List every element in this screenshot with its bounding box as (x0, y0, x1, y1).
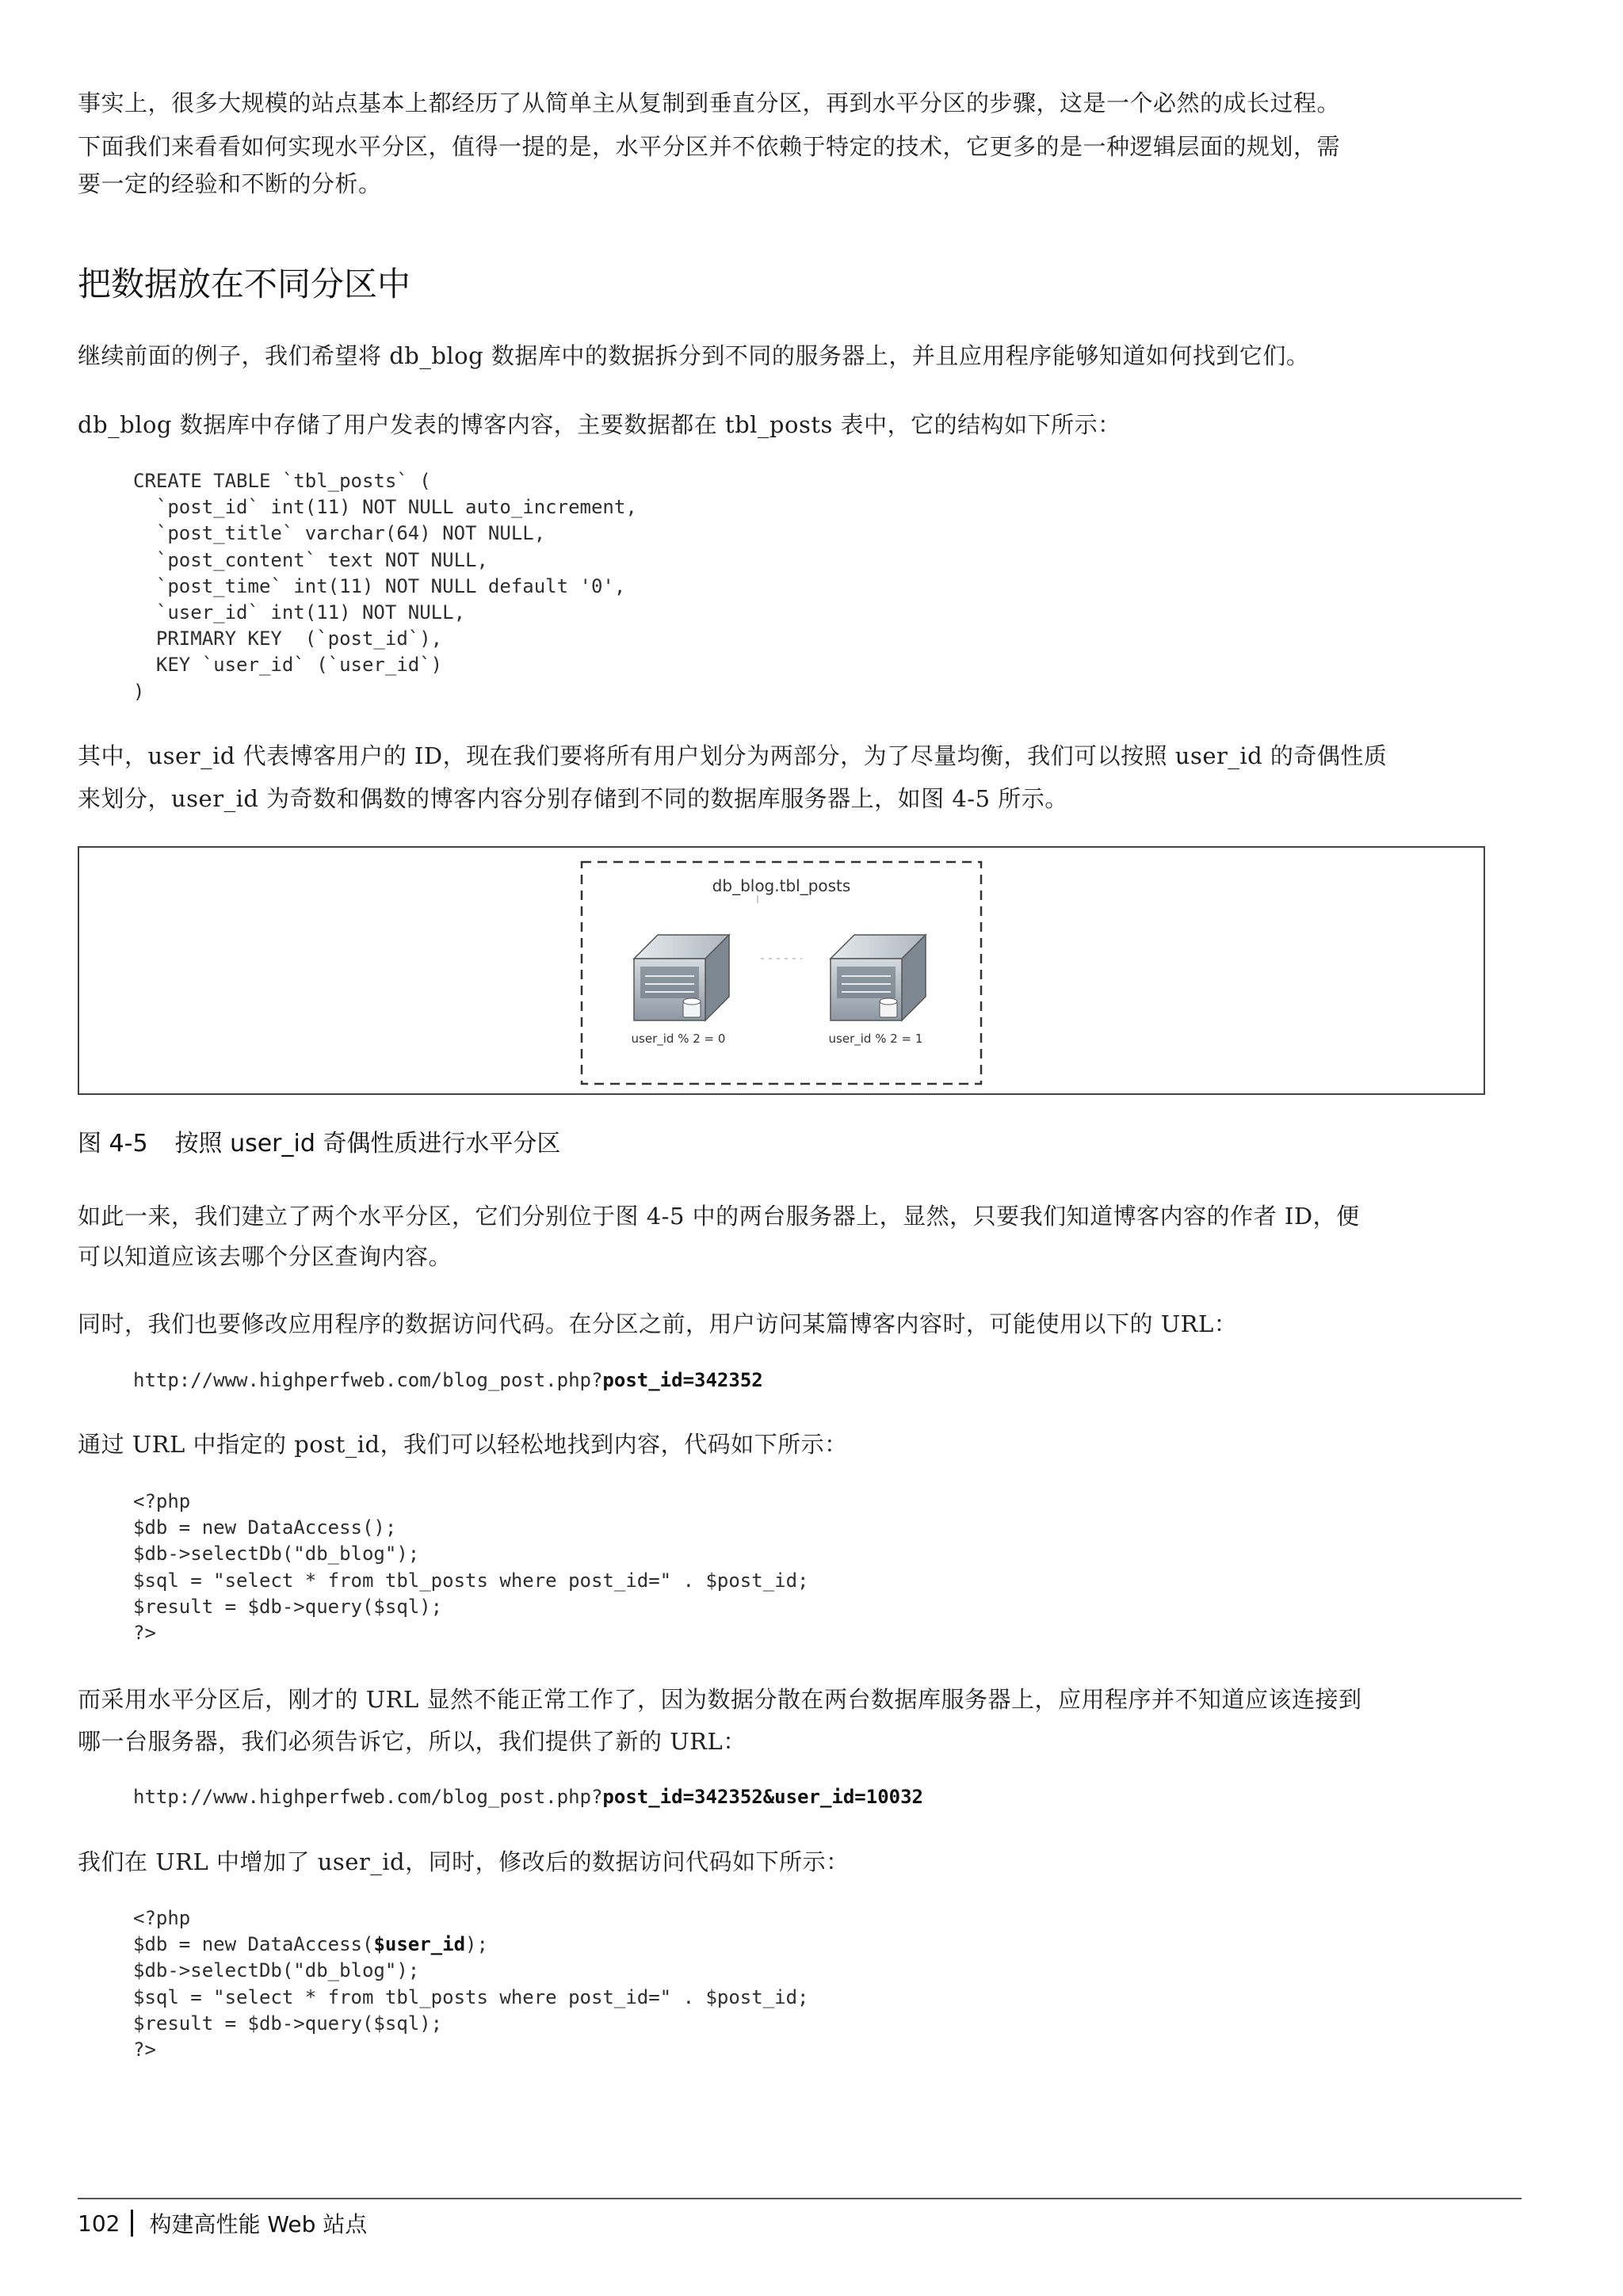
code-line: ?> (133, 1622, 156, 1645)
code-fragment: ); (465, 1933, 488, 1956)
code-line: <?php (133, 1490, 191, 1512)
page-footer (78, 2207, 367, 2239)
url-prefix: http://www.highperfweb.com/blog_post.php? (133, 1369, 603, 1391)
figure-caption-text: 按照 user_id 奇偶性质进行水平分区 (174, 1130, 561, 1158)
paragraph-7-line-2: 哪一台服务器，我们必须告诉它，所以，我们提供了新的 URL： (78, 1728, 747, 1755)
code-url-1 (133, 1367, 763, 1394)
right-partition-label: user_id % 2 = 1 (828, 1032, 923, 1046)
paragraph-1: 继续前面的例子，我们希望将 db_blog 数据库中的数据拆分到不同的服务器上，并且应用程序能够知道如何找到它们。 (78, 342, 1310, 369)
code-line: `post_title` varchar(64) NOT NULL, (133, 522, 546, 545)
code-line: `post_time` int(11) NOT NULL default '0', (133, 574, 626, 597)
paragraph-5: 同时，我们也要修改应用程序的数据访问代码。在分区之前，用户访问某篇博客内容时，可能使用以下的 URL： (78, 1310, 1238, 1337)
intro-line-3: 要一定的经验和不断的分析。 (78, 170, 382, 197)
code-fragment: $db = new DataAccess( (133, 1933, 374, 1956)
paragraph-6: 通过 URL 中指定的 post_id，我们可以轻松地找到内容，代码如下所示： (78, 1431, 848, 1458)
paragraph-3-line-2: 来划分，user_id 为奇数和偶数的博客内容分别存储到不同的数据库服务器上，如图 4-5 所示。 (78, 785, 1068, 812)
footer-divider (78, 2198, 1522, 2199)
code-line: `post_id` int(11) NOT NULL auto_increment, (133, 496, 637, 519)
paragraph-8: 我们在 URL 中增加了 user_id，同时，修改后的数据访问代码如下所示： (78, 1848, 850, 1875)
paragraph-7-line-1: 而采用水平分区后，刚才的 URL 显然不能正常工作了，因为数据分散在两台数据库服务器上，应用程序并不知道应该连接到 (78, 1686, 1362, 1713)
code-line: ?> (133, 2039, 156, 2061)
code-line: $result = $db->query($sql); (133, 2012, 443, 2035)
figure-group-title: db_blog.tbl_posts (712, 876, 851, 895)
partition-diagram (79, 848, 1484, 1093)
paragraph-3-line-1: 其中，user_id 代表博客用户的 ID，现在我们要将所有用户划分为两部分，为了尽量均衡，我们可以按照 user_id 的奇偶性质 (78, 742, 1388, 769)
code-line: <?php (133, 1907, 191, 1929)
paragraph-2: db_blog 数据库中存储了用户发表的博客内容，主要数据都在 tbl_posts 表中，它的结构如下所示： (78, 411, 1121, 438)
code-line: $db->selectDb("db_blog"); (133, 1959, 420, 1982)
figure-caption (78, 1123, 560, 1158)
code-line (133, 1933, 488, 1955)
code-line: CREATE TABLE `tbl_posts` ( (133, 470, 431, 492)
intro-line-2: 下面我们来看看如何实现水平分区，值得一提的是，水平分区并不依赖于特定的技术，它更多的是一种逻辑层面的规划，需 (78, 133, 1341, 160)
code-line: ) (133, 680, 145, 703)
code-php-after (133, 1905, 809, 2063)
url-query: post_id=342352&user_id=10032 (602, 1786, 923, 1808)
server-icon (634, 935, 729, 1020)
code-url-2 (133, 1784, 923, 1810)
url-prefix: http://www.highperfweb.com/blog_post.php? (133, 1786, 603, 1808)
section-title: 把数据放在不同分区中 (78, 265, 411, 303)
figure-frame (78, 846, 1485, 1095)
code-line: $db = new DataAccess(); (133, 1516, 397, 1539)
book-title: 构建高性能 Web 站点 (149, 2211, 368, 2237)
code-line: `user_id` int(11) NOT NULL, (133, 601, 466, 624)
code-highlight: $user_id (373, 1933, 466, 1956)
left-partition-label: user_id % 2 = 0 (631, 1032, 726, 1046)
code-line: $db->selectDb("db_blog"); (133, 1543, 420, 1566)
code-line: PRIMARY KEY (`post_id`), (133, 627, 443, 650)
figure-number: 图 4-5 (78, 1130, 148, 1158)
paragraph-4-line-2: 可以知道应该去哪个分区查询内容。 (78, 1243, 453, 1270)
code-line: $sql = "select * from tbl_posts where post_id=" . $post_id; (133, 1569, 809, 1592)
paragraph-4-line-1: 如此一来，我们建立了两个水平分区，它们分别位于图 4-5 中的两台服务器上，显然，只要我们知道博客内容的作者 ID，便 (78, 1203, 1360, 1230)
footer-separator (131, 2210, 133, 2237)
code-create-table (133, 468, 637, 705)
code-line: KEY `user_id` (`user_id`) (133, 654, 443, 677)
code-line: `post_content` text NOT NULL, (133, 548, 488, 571)
code-line: $result = $db->query($sql); (133, 1595, 443, 1618)
url-query: post_id=342352 (602, 1369, 763, 1391)
intro-line-1: 事实上，很多大规模的站点基本上都经历了从简单主从复制到垂直分区，再到水平分区的步骤，这是一个必然的成长过程。 (78, 90, 1341, 116)
code-php-before (133, 1489, 809, 1646)
code-line: $sql = "select * from tbl_posts where post_id=" . $post_id; (133, 1985, 809, 2008)
page-number: 102 (78, 2210, 120, 2237)
server-icon (831, 935, 926, 1020)
